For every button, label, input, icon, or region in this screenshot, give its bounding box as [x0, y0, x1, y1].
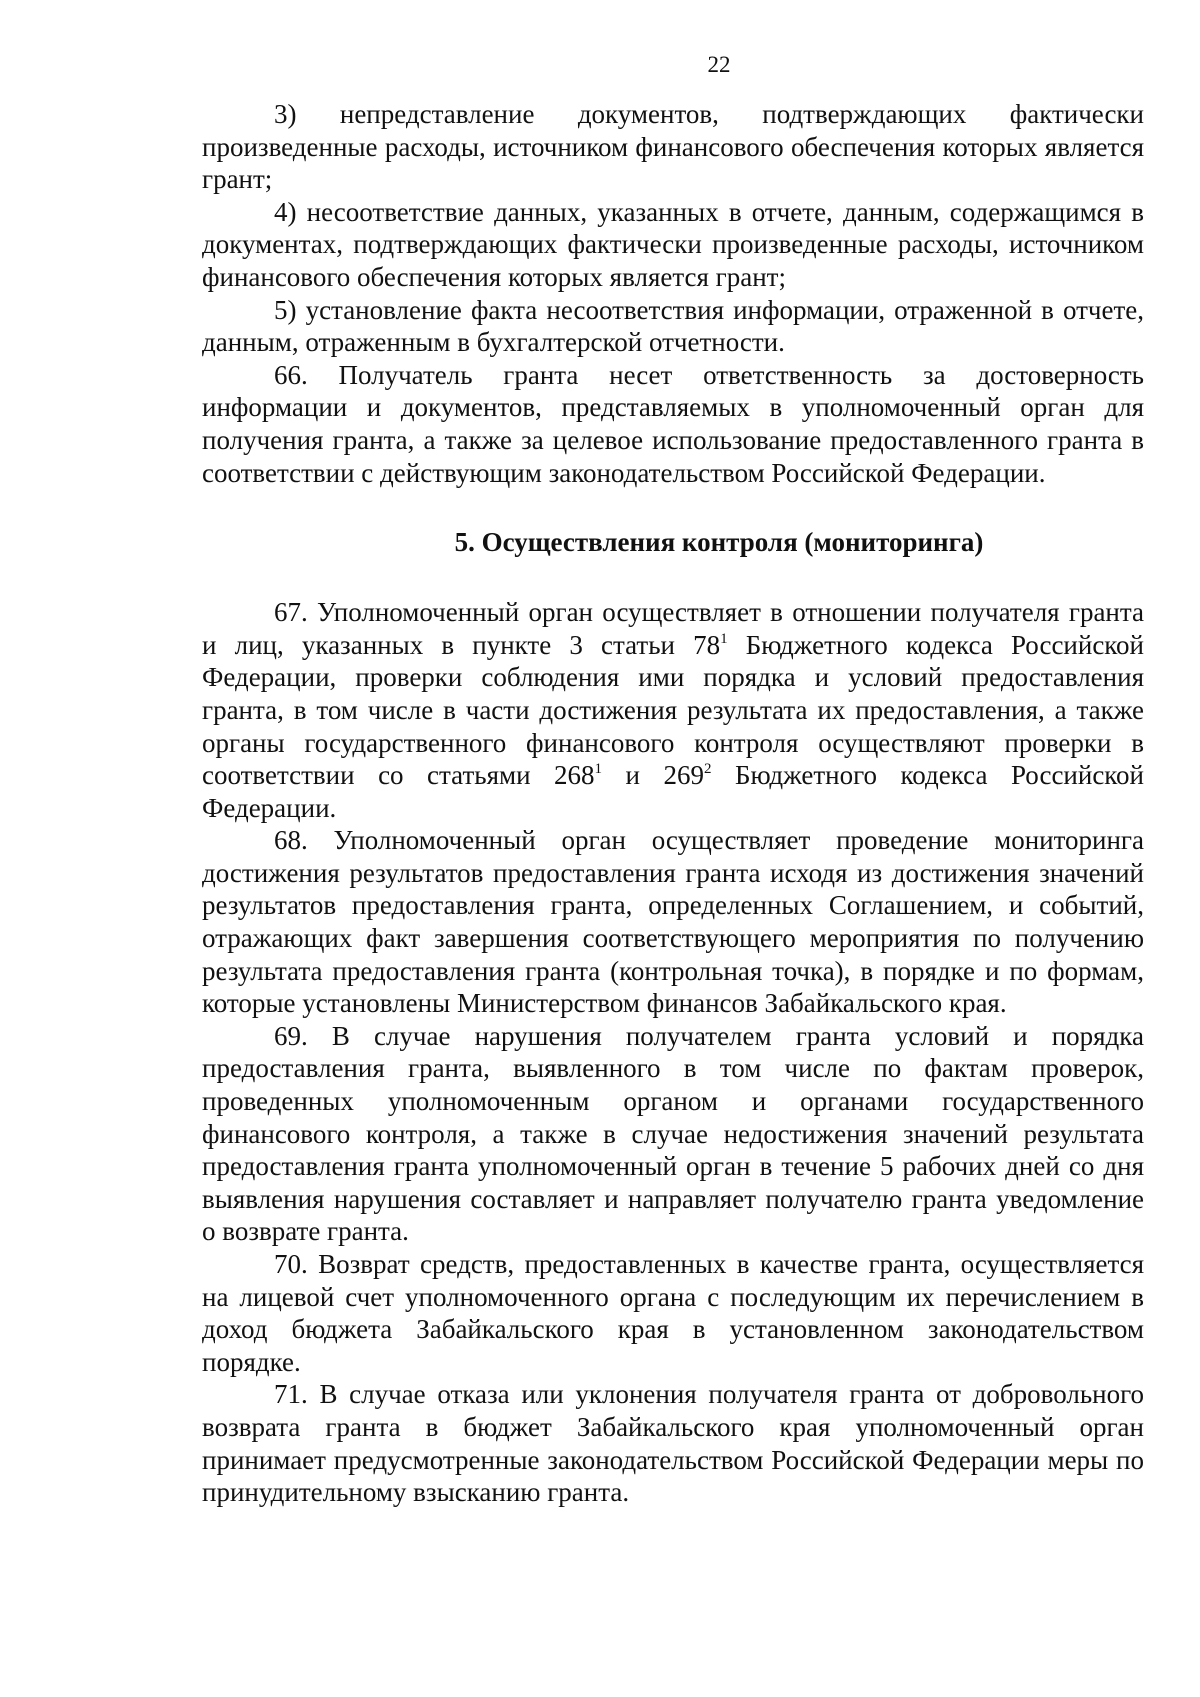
superscript-article-269: 2 [704, 761, 712, 778]
paragraph-70: 70. Возврат средств, предоставленных в качестве гранта, осуществляется на лицевой счет уполномоченного органа с последующим их перечислением в доход бюджета Забайкальского края в установленном законодательством порядке. [202, 1249, 1144, 1377]
paragraph-67-text-1: 67. Уполномоченный орган осуществляет в отношении получателя гранта и лиц, указанных в пункте 3 статьи 78 [202, 597, 1144, 660]
paragraph-item-4: 4) несоответствие данных, указанных в отчете, данным, содержащимся в документах, подтверждающих фактически произведенные расходы, источником финансового обеспечения которых является грант; [202, 196, 1144, 292]
paragraph-67 [202, 596, 1144, 824]
superscript-article-268: 1 [594, 761, 603, 778]
document-page [202, 50, 1144, 1509]
paragraph-66: 66. Получатель гранта несет ответственность за достоверность информации и документов, представляемых в уполномоченный орган для получения гранта, а также за целевое использование предоставленного гранта в соответствии с действующим законодательством Российской Федерации. [202, 359, 1144, 488]
paragraph-71: 71. В случае отказа или уклонения получателя гранта от добровольного возврата гранта в бюджет Забайкальского края уполномоченный орган принимает предусмотренные законодательством Российской Федерации меры по принудительному взысканию гранта. [202, 1379, 1144, 1508]
paragraph-67-text-2: Бюджетного кодекса Российской Федерации, проверки соблюдения ими порядка и условий предоставления гранта, в том числе в части достижения результата их предоставления, а также органы государственного финансового контроля осуществляют проверки в соответствии со статьями 268 [202, 629, 1145, 791]
section-heading: 5. Осуществления контроля (мониторинга) [454, 527, 984, 558]
superscript-article-78: 1 [720, 630, 728, 647]
paragraph-67-text-4: Бюджетного кодекса Российской Федерации. [202, 760, 1145, 823]
paragraph-item-5: 5) установление факта несоответствия информации, отраженной в отчете, данным, отраженным в бухгалтерской отчетности. [202, 294, 1144, 358]
page-number: 22 [707, 52, 731, 77]
paragraph-69: 69. В случае нарушения получателем гранта условий и порядка предоставления гранта, выявленного в том числе по фактам проверок, проведенных уполномоченным органом и органами государственного финансового контроля, а также в случае недостижения значений результата предоставления гранта уполномоченный орган в течение 5 рабочих дней со дня выявления нарушения составляет и направляет получателю гранта уведомление о возврате гранта. [202, 1020, 1144, 1247]
paragraph-item-3: 3) непредставление документов, подтверждающих фактически произведенные расходы, источником финансового обеспечения которых является грант; [202, 99, 1144, 195]
paragraph-67-text-3: и 269 [602, 760, 705, 791]
paragraph-68: 68. Уполномоченный орган осуществляет проведение мониторинга достижения результатов предоставления гранта исходя из достижения значений результатов предоставления гранта, определенных Соглашением, и событий, отражающих факт завершения соответствующего мероприятия по получению результата предоставления гранта (контрольная точка), в порядке и по формам, которые установлены Министерством финансов Забайкальского края. [202, 825, 1144, 1019]
